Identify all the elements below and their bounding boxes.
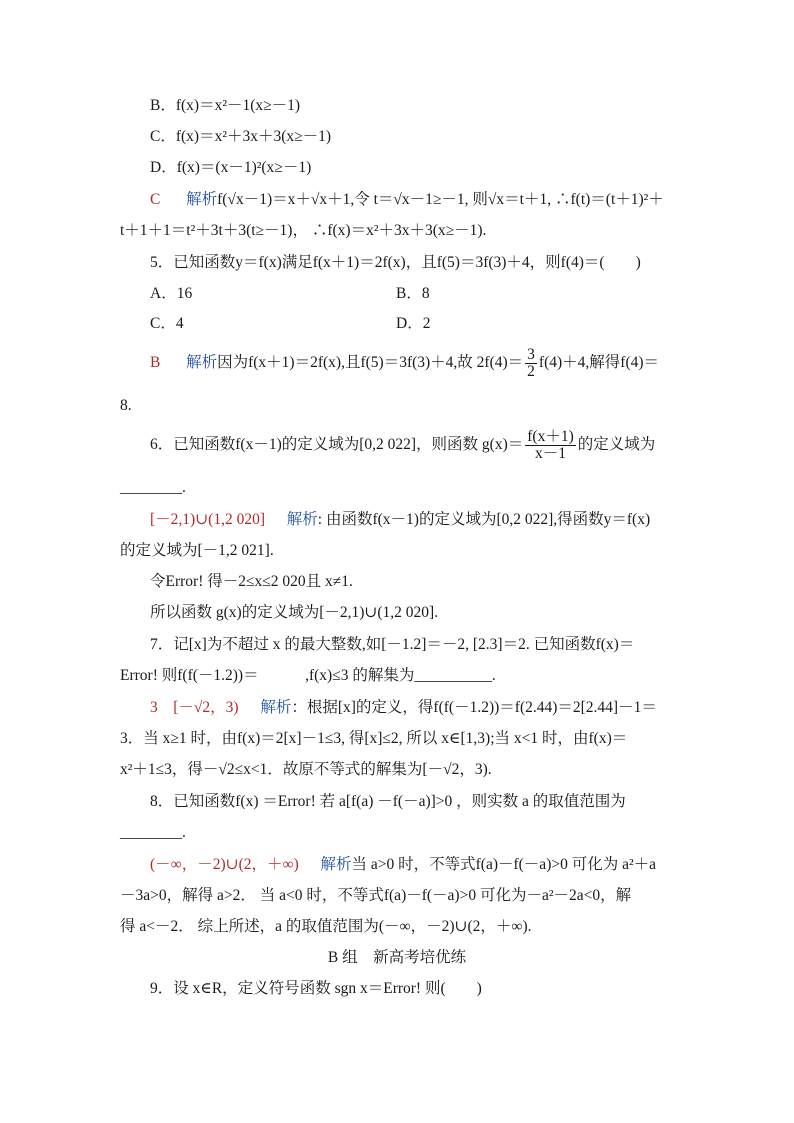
- q8-solution-line2: －3a>0，解得 a>2． 当 a<0 时，不等式f(a)－f(－a)>0 可化为－a²－2a<0，解: [120, 887, 632, 904]
- q6-stem: [150, 428, 655, 462]
- q4-option-c: C．f(x)＝x²＋3x＋3(x≥－1): [150, 128, 332, 145]
- q6-solution-line2: 的定义域为[－1,2 021].: [120, 542, 274, 559]
- q6-stem-pre: 6．已知函数f(x－1)的定义域为[0,2 022]，则函数 g(x)＝: [150, 436, 524, 453]
- q7-solution-line3: x²＋1≤3，得－√2≤x<1．故原不等式的解集为[－√2，3).: [120, 761, 492, 778]
- q8-solution-label: 解析: [320, 856, 352, 873]
- q8-stem-line1: 8．已知函数f(x) ＝Error! 若 a[f(a) －f(－a)]>0 ，则实数 a 的取值范围为: [150, 793, 626, 810]
- q4-solution-line2: t＋1＋1＝t²＋3t＋3(t≥－1)， ∴f(x)＝x²＋3x＋3(x≥－1).: [120, 222, 487, 239]
- q5-solution-pre: 因为f(x＋1)＝2f(x),且f(5)＝3f(3)＋4,故 2f(4)＝: [217, 354, 524, 371]
- q8-blank: ________.: [120, 824, 186, 841]
- q6-solution-label: 解析: [286, 511, 318, 528]
- q4-solution-line1: [150, 190, 664, 210]
- q8-solution-text1: 当 a>0 时，不等式f(a)－f(－a)>0 可化为 a²＋a: [351, 856, 656, 873]
- q4-solution-label: 解析: [186, 191, 218, 208]
- q4-option-b: B．f(x)＝x²－1(x≥－1): [150, 97, 301, 114]
- q6-solution-line4: 所以函数 g(x)的定义域为[－2,1)∪(1,2 020].: [150, 604, 439, 621]
- q5-solution-label: 解析: [186, 354, 218, 371]
- q5-option-d: D．2: [396, 315, 431, 332]
- q7-solution-text1: ：根据[x]的定义，得f(f(－1.2))＝f(2.44)＝2[2.44]－1＝: [291, 699, 657, 716]
- q4-answer: C: [150, 191, 161, 208]
- q5-answer: B: [150, 354, 161, 371]
- q6-answer: [－2,1)∪(1,2 020]: [150, 511, 266, 528]
- q4-option-d: D．f(x)＝(x－1)²(x≥－1): [150, 159, 312, 176]
- q5-fraction: [525, 347, 537, 380]
- q7-solution-line1: [150, 698, 657, 718]
- q4-solution-text1: f(√x－1)＝x＋√x＋1,令 t＝√x－1≥－1, 则√x＝t＋1, ∴f(t)＝(t＋1)²＋: [217, 191, 664, 208]
- q8-answer: (－∞，－2)∪(2，＋∞): [150, 856, 299, 873]
- q6-solution-line3: 令Error! 得－2≤x≤2 020且 x≠1.: [150, 573, 353, 590]
- q8-solution-line3: 得 a<－2． 综上所述，a 的取值范围为(－∞，－2)∪(2，＋∞).: [120, 918, 532, 935]
- q6-fraction: [525, 429, 576, 462]
- q7-stem-line1: 7．记[x]为不超过 x 的最大整数,如[－1.2]＝－2, [2.3]＝2. 已知函数f(x)＝: [150, 636, 635, 653]
- q6-stem-post: 的定义域为: [577, 436, 656, 453]
- q6-fraction-denominator: x－1: [535, 444, 567, 462]
- q5-stem: 5．已知函数y＝f(x)满足f(x＋1)＝2f(x)，且f(5)＝3f(3)＋4，则f(4)＝( ): [150, 254, 641, 271]
- q6-fraction-numerator: f(x＋1): [527, 427, 574, 445]
- q5-solution-line1: [150, 346, 659, 380]
- q9-stem: 9．设 x∈R，定义符号函数 sgn x＝Error! 则( ): [150, 980, 482, 997]
- q5-solution-post: f(4)＋4,解得f(4)＝: [538, 354, 660, 371]
- q5-fraction-denominator: 2: [527, 362, 535, 380]
- q5-solution-line2: 8.: [120, 397, 132, 414]
- q6-blank: ________.: [120, 479, 186, 496]
- section-heading: B 组 新高考培优练: [327, 949, 467, 966]
- q5-option-b: B．8: [396, 285, 430, 302]
- q5-fraction-numerator: 3: [527, 345, 535, 363]
- q6-solution-line1: [150, 510, 650, 530]
- q7-solution-label: 解析: [260, 699, 292, 716]
- q6-solution-text1: : 由函数f(x－1)的定义域为[0,2 022],得函数y＝f(x): [317, 511, 651, 528]
- q5-option-a: A．16: [150, 285, 193, 302]
- q7-answer: 3 [－√2，3): [150, 699, 239, 716]
- q7-stem-line2: Error! 则f(f(－1.2))＝ ,f(x)≤3 的解集为__________.: [120, 667, 496, 684]
- q8-solution-line1: [150, 855, 656, 875]
- q7-solution-line2: 3．当 x≥1 时，由f(x)＝2[x]－1≤3, 得[x]≤2, 所以 x∈[1,3);当 x<1 时，由f(x)＝: [120, 730, 628, 747]
- q5-option-c: C．4: [150, 315, 184, 332]
